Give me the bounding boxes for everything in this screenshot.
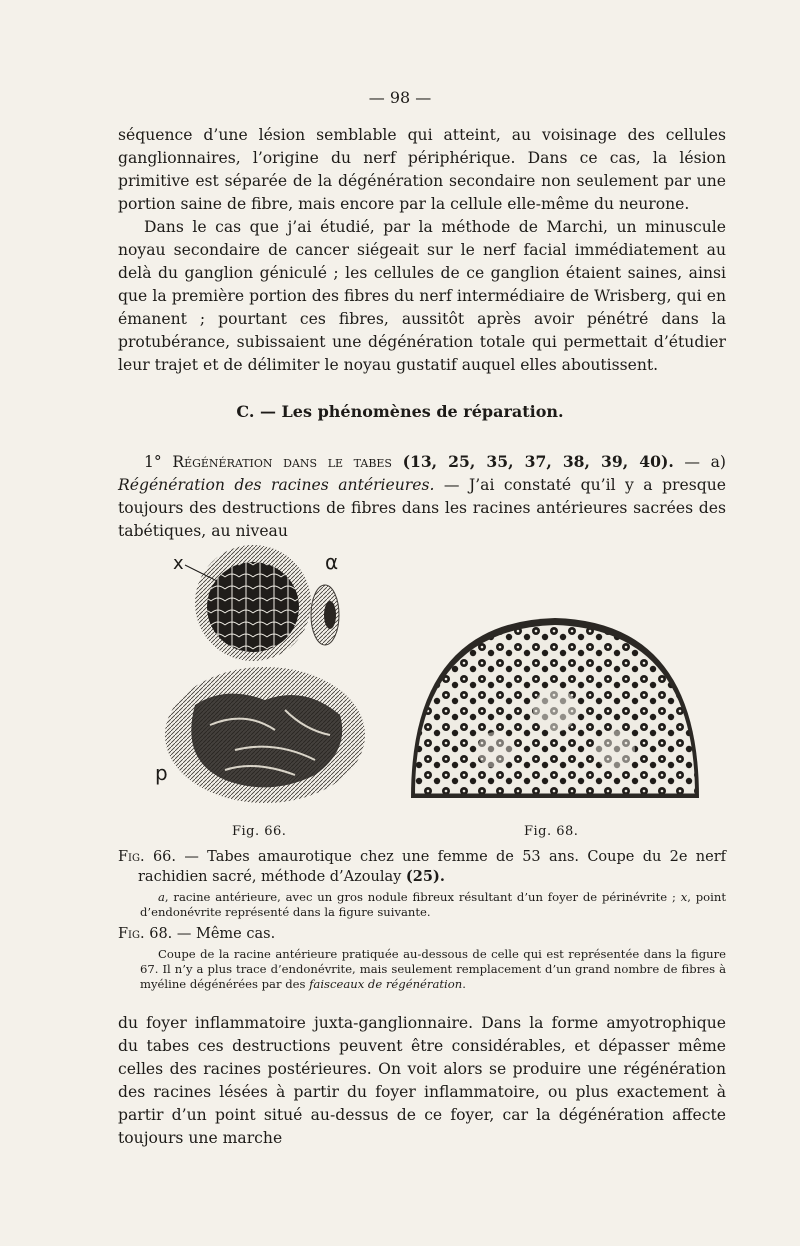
para3-rest: — J’ai constaté qu’il y a presque toujours des destructions de fibres dans les racines antérieures sacrées des tabétiques, au niveau (118, 476, 726, 540)
para3-refs: (13, 25, 35, 37, 38, 39, 40). (402, 452, 674, 471)
paragraph-2: Dans le cas que j’ai étudié, par la méthode de Marchi, un minuscule noyau secondaire de cancer siégeait sur le nerf facial immédiatement au delà du ganglion géniculé ; les cellules de ce ganglion étaient saines, ainsi que la première portion des fibres du nerf intermédiaire de Wrisberg, qui en émanent ; pourtant ces fibres, aussitôt après avoir pénétré dans la protubérance, subissaient une dégénération totale qui permettait d’étudier leur trajet et de délimiter le noyau gustatif auquel elles aboutissent. (118, 218, 726, 374)
figure-66-label: Fig. 66. (232, 824, 287, 839)
paragraph-4: du foyer inflammatoire juxta-ganglionnaire. Dans la forme amyotrophique du tabes ces destructions peuvent être considérables, et dépasser même celles des racines postérieures. On voit alors se produire une régénération des racines lésées à partir du foyer inflammatoire, ou plus exactement à partir d’un point situé au-dessus de ce foyer, car la dégénération affecte toujours une marche (118, 1014, 726, 1147)
page-number: — 98 — (368, 88, 432, 107)
para3-title: Régénération dans le tabes (172, 453, 392, 471)
label-p: p (155, 761, 168, 785)
figure-68-label: Fig. 68. (524, 824, 579, 839)
section-heading: C. — Les phénomènes de réparation. (236, 402, 564, 421)
figure-66-illustration (155, 535, 385, 810)
label-x: x (173, 553, 184, 574)
caption-fig-68: Fig. 68. — Même cas. Coupe de la racine antérieure pratiquée au-dessous de celle qui est représentée dans la figure 67. Il n’y a plus trace d’endonévrite, mais seulement remplacement d’un grand nombre de fibres à myéline dégénérées par des faisceaux de régénération. (118, 926, 726, 991)
para3-italic: Régénération des racines antérieures. (118, 476, 435, 494)
caption-fig-66: Fig. 66. — Tabes amaurotique chez une femme de 53 ans. Coupe du 2e nerf rachidien sacré, méthode d’Azoulay (25). a, racine antérieure, avec un gros nodule fibreux résultant d’un foyer de périnévrite ; x, point d’endonévrite représenté dans la figure suivante. (118, 849, 727, 919)
para3-number: 1° (144, 453, 162, 471)
paragraph-1: séquence d’une lésion semblable qui atteint, au voisinage des cellules ganglionnaires, l’origine du nerf périphérique. Dans ce cas, la lésion primitive est séparée de la dégénération secondaire non seulement par une portion saine de fibre, mais encore par la cellule elle-même du neurone. (118, 126, 726, 213)
label-alpha: α (325, 550, 339, 574)
para3-dash-a: — a) (684, 453, 726, 471)
figure-68-illustration (405, 610, 705, 810)
paragraph-3 (118, 450, 726, 543)
